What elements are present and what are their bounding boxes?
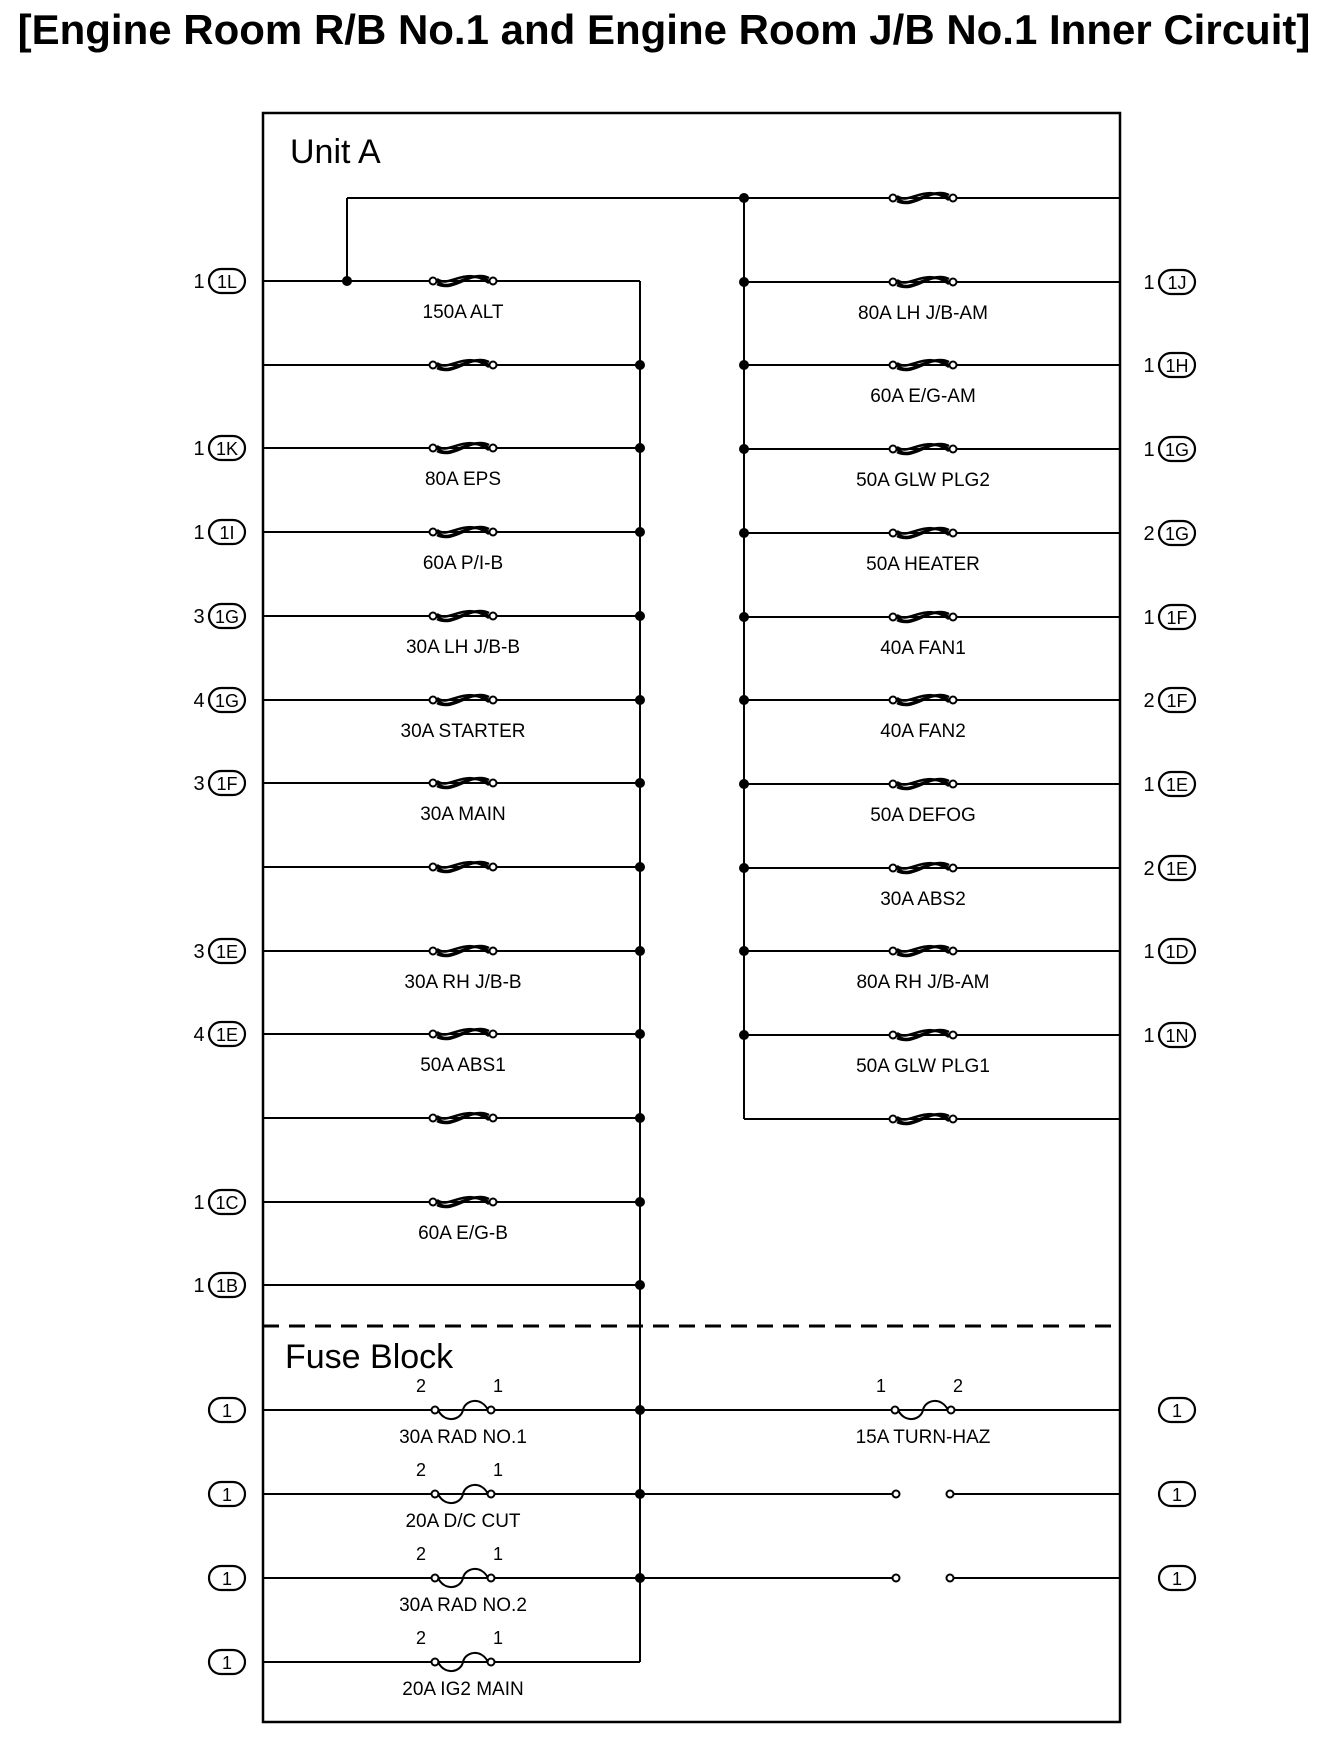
fuse-terminal (490, 362, 497, 369)
fuse-terminal (430, 613, 437, 620)
connector-id: 1G (1164, 524, 1190, 544)
fuse-terminal (430, 780, 437, 787)
fuse-symbol (890, 277, 957, 287)
fuse-terminal (430, 362, 437, 369)
junction-dot (635, 1197, 645, 1207)
pin-number: 1 (1143, 439, 1155, 461)
fuse-terminal (950, 446, 957, 453)
fuse-terminal (488, 1659, 495, 1666)
junction-dot (635, 695, 645, 705)
fuse-terminal (893, 1491, 900, 1498)
connector-id: 1E (215, 1025, 239, 1045)
connector-id: 1G (214, 607, 240, 627)
fuse-symbol (430, 946, 497, 956)
fuse-pin-number: 1 (875, 1376, 887, 1396)
fuse-terminal (488, 1491, 495, 1498)
fuse-label: 50A ABS1 (420, 1055, 506, 1076)
fuse-terminal (950, 1032, 957, 1039)
fuse-label: 30A LH J/B-B (405, 637, 521, 658)
connector-id: 1E (1165, 775, 1189, 795)
junction-dot (739, 360, 749, 370)
fuse-symbol (890, 193, 957, 203)
pin-number: 1 (1143, 941, 1155, 963)
fuse-symbol (430, 527, 497, 537)
fuse-terminal (432, 1491, 439, 1498)
wire-gap (899, 1490, 947, 1498)
fuse-label: 50A DEFOG (870, 805, 976, 826)
junction-dot (739, 444, 749, 454)
fuse-terminal (890, 1116, 897, 1123)
fuse-symbol (430, 360, 497, 370)
fuse-pin-number: 1 (492, 1544, 504, 1564)
fuse-label: 80A EPS (424, 469, 502, 490)
fuse-label: 60A E/G-B (418, 1223, 508, 1244)
fuse-label: 30A RAD NO.1 (399, 1427, 527, 1448)
connector-label (1159, 1566, 1195, 1590)
fuse-terminal (490, 1031, 497, 1038)
fuse-symbol (430, 862, 497, 872)
fuse-symbol (890, 528, 957, 538)
fuse-symbol (890, 360, 957, 370)
junction-dot (635, 527, 645, 537)
diagram-title: [Engine Room R/B No.1 and Engine Room J/B No.1 Inner Circuit] (17, 6, 1311, 53)
pin-number: 1 (193, 271, 205, 293)
fuse-terminal (950, 948, 957, 955)
fuse-terminal (950, 195, 957, 202)
connector-label (1143, 1023, 1195, 1047)
fuse-terminal (490, 613, 497, 620)
connector-label (193, 939, 245, 963)
fuse-symbol (430, 778, 497, 788)
connector-label (1143, 437, 1195, 461)
connector-id: 1 (221, 1401, 233, 1421)
junction-dot (739, 528, 749, 538)
fuse-symbol (430, 443, 497, 453)
fuse-terminal (950, 362, 957, 369)
fuse-symbol (890, 946, 957, 956)
junction-dot (635, 1113, 645, 1123)
connector-id: 1L (216, 272, 238, 292)
fuse-terminal (432, 1659, 439, 1666)
fuse-terminal (950, 865, 957, 872)
fuse-terminal (490, 948, 497, 955)
fuse-terminal (490, 1199, 497, 1206)
connector-label (209, 1650, 245, 1674)
pin-number: 2 (1143, 523, 1155, 545)
fuse-terminal (432, 1407, 439, 1414)
connector-id: 1N (1165, 1026, 1189, 1046)
pin-number: 2 (1143, 858, 1155, 880)
connector-label (1159, 1482, 1195, 1506)
pin-number: 2 (1143, 690, 1155, 712)
junction-dot (739, 779, 749, 789)
fuse-terminal (890, 697, 897, 704)
connector-label (1159, 1398, 1195, 1422)
pin-number: 1 (193, 438, 205, 460)
fuse-terminal (490, 278, 497, 285)
junction-dot (739, 277, 749, 287)
fuse-terminal (893, 1575, 900, 1582)
junction-dot (739, 193, 749, 203)
junction-dot (739, 612, 749, 622)
fuse-label: 30A RAD NO.2 (399, 1595, 527, 1616)
connector-label (193, 604, 245, 628)
junction-dot (635, 611, 645, 621)
fuse-terminal (490, 697, 497, 704)
junction-dot (739, 695, 749, 705)
fuse-label: 150A ALT (422, 302, 504, 323)
fuse-pin-number: 2 (415, 1544, 427, 1564)
unit-a-label: Unit A (290, 133, 381, 171)
fuse-pin-number: 2 (415, 1460, 427, 1480)
junction-dot (739, 946, 749, 956)
fuse-label: 30A STARTER (400, 721, 526, 742)
connector-id: 1G (1164, 440, 1190, 460)
junction-dot (635, 1029, 645, 1039)
pin-number: 3 (193, 773, 205, 795)
pin-number: 1 (1143, 355, 1155, 377)
connector-id: 1I (219, 523, 235, 543)
connector-label (193, 520, 245, 544)
fuse-terminal (890, 865, 897, 872)
junction-dot (635, 1280, 645, 1290)
fuse-label: 20A IG2 MAIN (402, 1679, 524, 1700)
fuse-label: 30A RH J/B-B (404, 972, 522, 993)
connector-id: 1F (1166, 691, 1188, 711)
fuse-terminal (430, 1199, 437, 1206)
pin-number: 1 (193, 1192, 205, 1214)
pin-number: 4 (193, 690, 205, 712)
connector-label (209, 1566, 245, 1590)
fuse-pin-number: 2 (415, 1628, 427, 1648)
connector-id: 1K (215, 439, 239, 459)
connector-label (193, 436, 245, 460)
connector-id: 1 (1171, 1569, 1183, 1589)
fuse-terminal (430, 1031, 437, 1038)
connector-id: 1 (1171, 1485, 1183, 1505)
connector-label (1143, 772, 1195, 796)
fuse-terminal (950, 697, 957, 704)
connector-id: 1H (1165, 356, 1189, 376)
fuse-label: 40A FAN1 (880, 638, 966, 659)
fuse-terminal (430, 697, 437, 704)
fuse-terminal (490, 445, 497, 452)
fuse-symbol (890, 1030, 957, 1040)
fuse-label: 30A ABS2 (880, 889, 966, 910)
junction-dot (739, 863, 749, 873)
connector-id: 1F (1166, 608, 1188, 628)
connector-label (1143, 270, 1195, 294)
fuse-terminal (430, 529, 437, 536)
fuse-symbol (430, 1113, 497, 1123)
pin-number: 1 (1143, 272, 1155, 294)
connector-label (1143, 605, 1195, 629)
fuse-terminal (947, 1575, 954, 1582)
fuse-symbol (430, 695, 497, 705)
pin-number: 1 (1143, 774, 1155, 796)
fuse-symbol (890, 444, 957, 454)
connector-label (1143, 939, 1195, 963)
connector-label (193, 269, 245, 293)
connector-label (1143, 856, 1195, 880)
connector-label (1143, 521, 1195, 545)
pin-number: 3 (193, 606, 205, 628)
fuse-label: 15A TURN-HAZ (855, 1427, 991, 1448)
fuse-label: 20A D/C CUT (405, 1511, 521, 1532)
fuse-terminal (950, 614, 957, 621)
fuse-terminal (490, 1115, 497, 1122)
fuse-terminal (430, 948, 437, 955)
fuse-symbol (430, 1029, 497, 1039)
wire-gap (899, 1574, 947, 1582)
connector-id: 1 (221, 1569, 233, 1589)
junction-dot (635, 862, 645, 872)
junction-dot (635, 778, 645, 788)
fuse-terminal (890, 446, 897, 453)
fuse-pin-number: 1 (492, 1628, 504, 1648)
connector-label (193, 1190, 245, 1214)
fuse-symbol (890, 612, 957, 622)
fuse-symbol (890, 863, 957, 873)
connector-id: 1 (1171, 1401, 1183, 1421)
fuse-terminal (890, 195, 897, 202)
pin-number: 1 (193, 522, 205, 544)
connector-label (193, 771, 245, 795)
pin-number: 1 (1143, 607, 1155, 629)
connector-label (193, 688, 245, 712)
fuse-label: 80A RH J/B-AM (856, 972, 990, 993)
fuse-terminal (950, 1116, 957, 1123)
fuse-terminal (430, 445, 437, 452)
fuse-label: 80A LH J/B-AM (858, 303, 988, 324)
fuse-pin-number: 2 (952, 1376, 964, 1396)
pin-number: 3 (193, 941, 205, 963)
junction-dot (635, 946, 645, 956)
fuse-terminal (892, 1407, 899, 1414)
fuse-pin-number: 1 (492, 1460, 504, 1480)
fuse-symbol (430, 1197, 497, 1207)
fuse-terminal (950, 781, 957, 788)
fuse-terminal (890, 530, 897, 537)
fuse-terminal (490, 529, 497, 536)
connector-label (193, 1273, 245, 1297)
connector-id: 1G (214, 691, 240, 711)
fuse-terminal (890, 362, 897, 369)
fuse-terminal (488, 1575, 495, 1582)
connector-label (209, 1482, 245, 1506)
fuse-terminal (430, 1115, 437, 1122)
connector-label (193, 1022, 245, 1046)
fuse-pin-number: 1 (492, 1376, 504, 1396)
fuse-symbol (890, 695, 957, 705)
junction-dot (635, 443, 645, 453)
pin-number: 1 (193, 1275, 205, 1297)
fuse-terminal (490, 780, 497, 787)
junction-dot (739, 1030, 749, 1040)
fuse-terminal (950, 279, 957, 286)
fuse-terminal (948, 1407, 955, 1414)
connector-id: 1E (1165, 859, 1189, 879)
connector-id: 1D (1165, 942, 1189, 962)
connector-id: 1F (216, 774, 238, 794)
fuse-label: 40A FAN2 (880, 721, 966, 742)
fuse-terminal (947, 1491, 954, 1498)
fuse-terminal (890, 1032, 897, 1039)
fuse-terminal (430, 278, 437, 285)
connector-id: 1 (221, 1485, 233, 1505)
fuse-symbol (890, 1114, 957, 1124)
connector-id: 1C (215, 1193, 239, 1213)
fuse-terminal (950, 530, 957, 537)
fuse-terminal (488, 1407, 495, 1414)
connector-label (209, 1398, 245, 1422)
fuse-terminal (490, 864, 497, 871)
fuse-label: 60A P/I-B (422, 553, 504, 574)
connector-id: 1B (215, 1276, 239, 1296)
connector-id: 1E (215, 942, 239, 962)
fuse-terminal (890, 948, 897, 955)
fuse-terminal (890, 279, 897, 286)
fuse-label: 30A MAIN (420, 804, 506, 825)
pin-number: 4 (193, 1024, 205, 1046)
fuse-terminal (430, 864, 437, 871)
fuse-terminal (432, 1575, 439, 1582)
connector-label (1143, 688, 1195, 712)
fuse-block-label: Fuse Block (285, 1338, 454, 1376)
fuse-symbol (890, 779, 957, 789)
fuse-pin-number: 2 (415, 1376, 427, 1396)
fuse-symbol (430, 276, 497, 286)
junction-dot (635, 360, 645, 370)
fuse-label: 50A GLW PLG1 (856, 1056, 990, 1077)
enclosure-box (263, 113, 1120, 1722)
fuse-label: 50A HEATER (866, 554, 980, 575)
fuse-label: 60A E/G-AM (870, 386, 976, 407)
fuse-label: 50A GLW PLG2 (856, 470, 990, 491)
fuse-terminal (890, 781, 897, 788)
fuse-symbol (430, 611, 497, 621)
fuse-terminal (890, 614, 897, 621)
connector-id: 1 (221, 1653, 233, 1673)
pin-number: 1 (1143, 1025, 1155, 1047)
connector-label (1143, 353, 1195, 377)
connector-id: 1J (1167, 273, 1187, 293)
